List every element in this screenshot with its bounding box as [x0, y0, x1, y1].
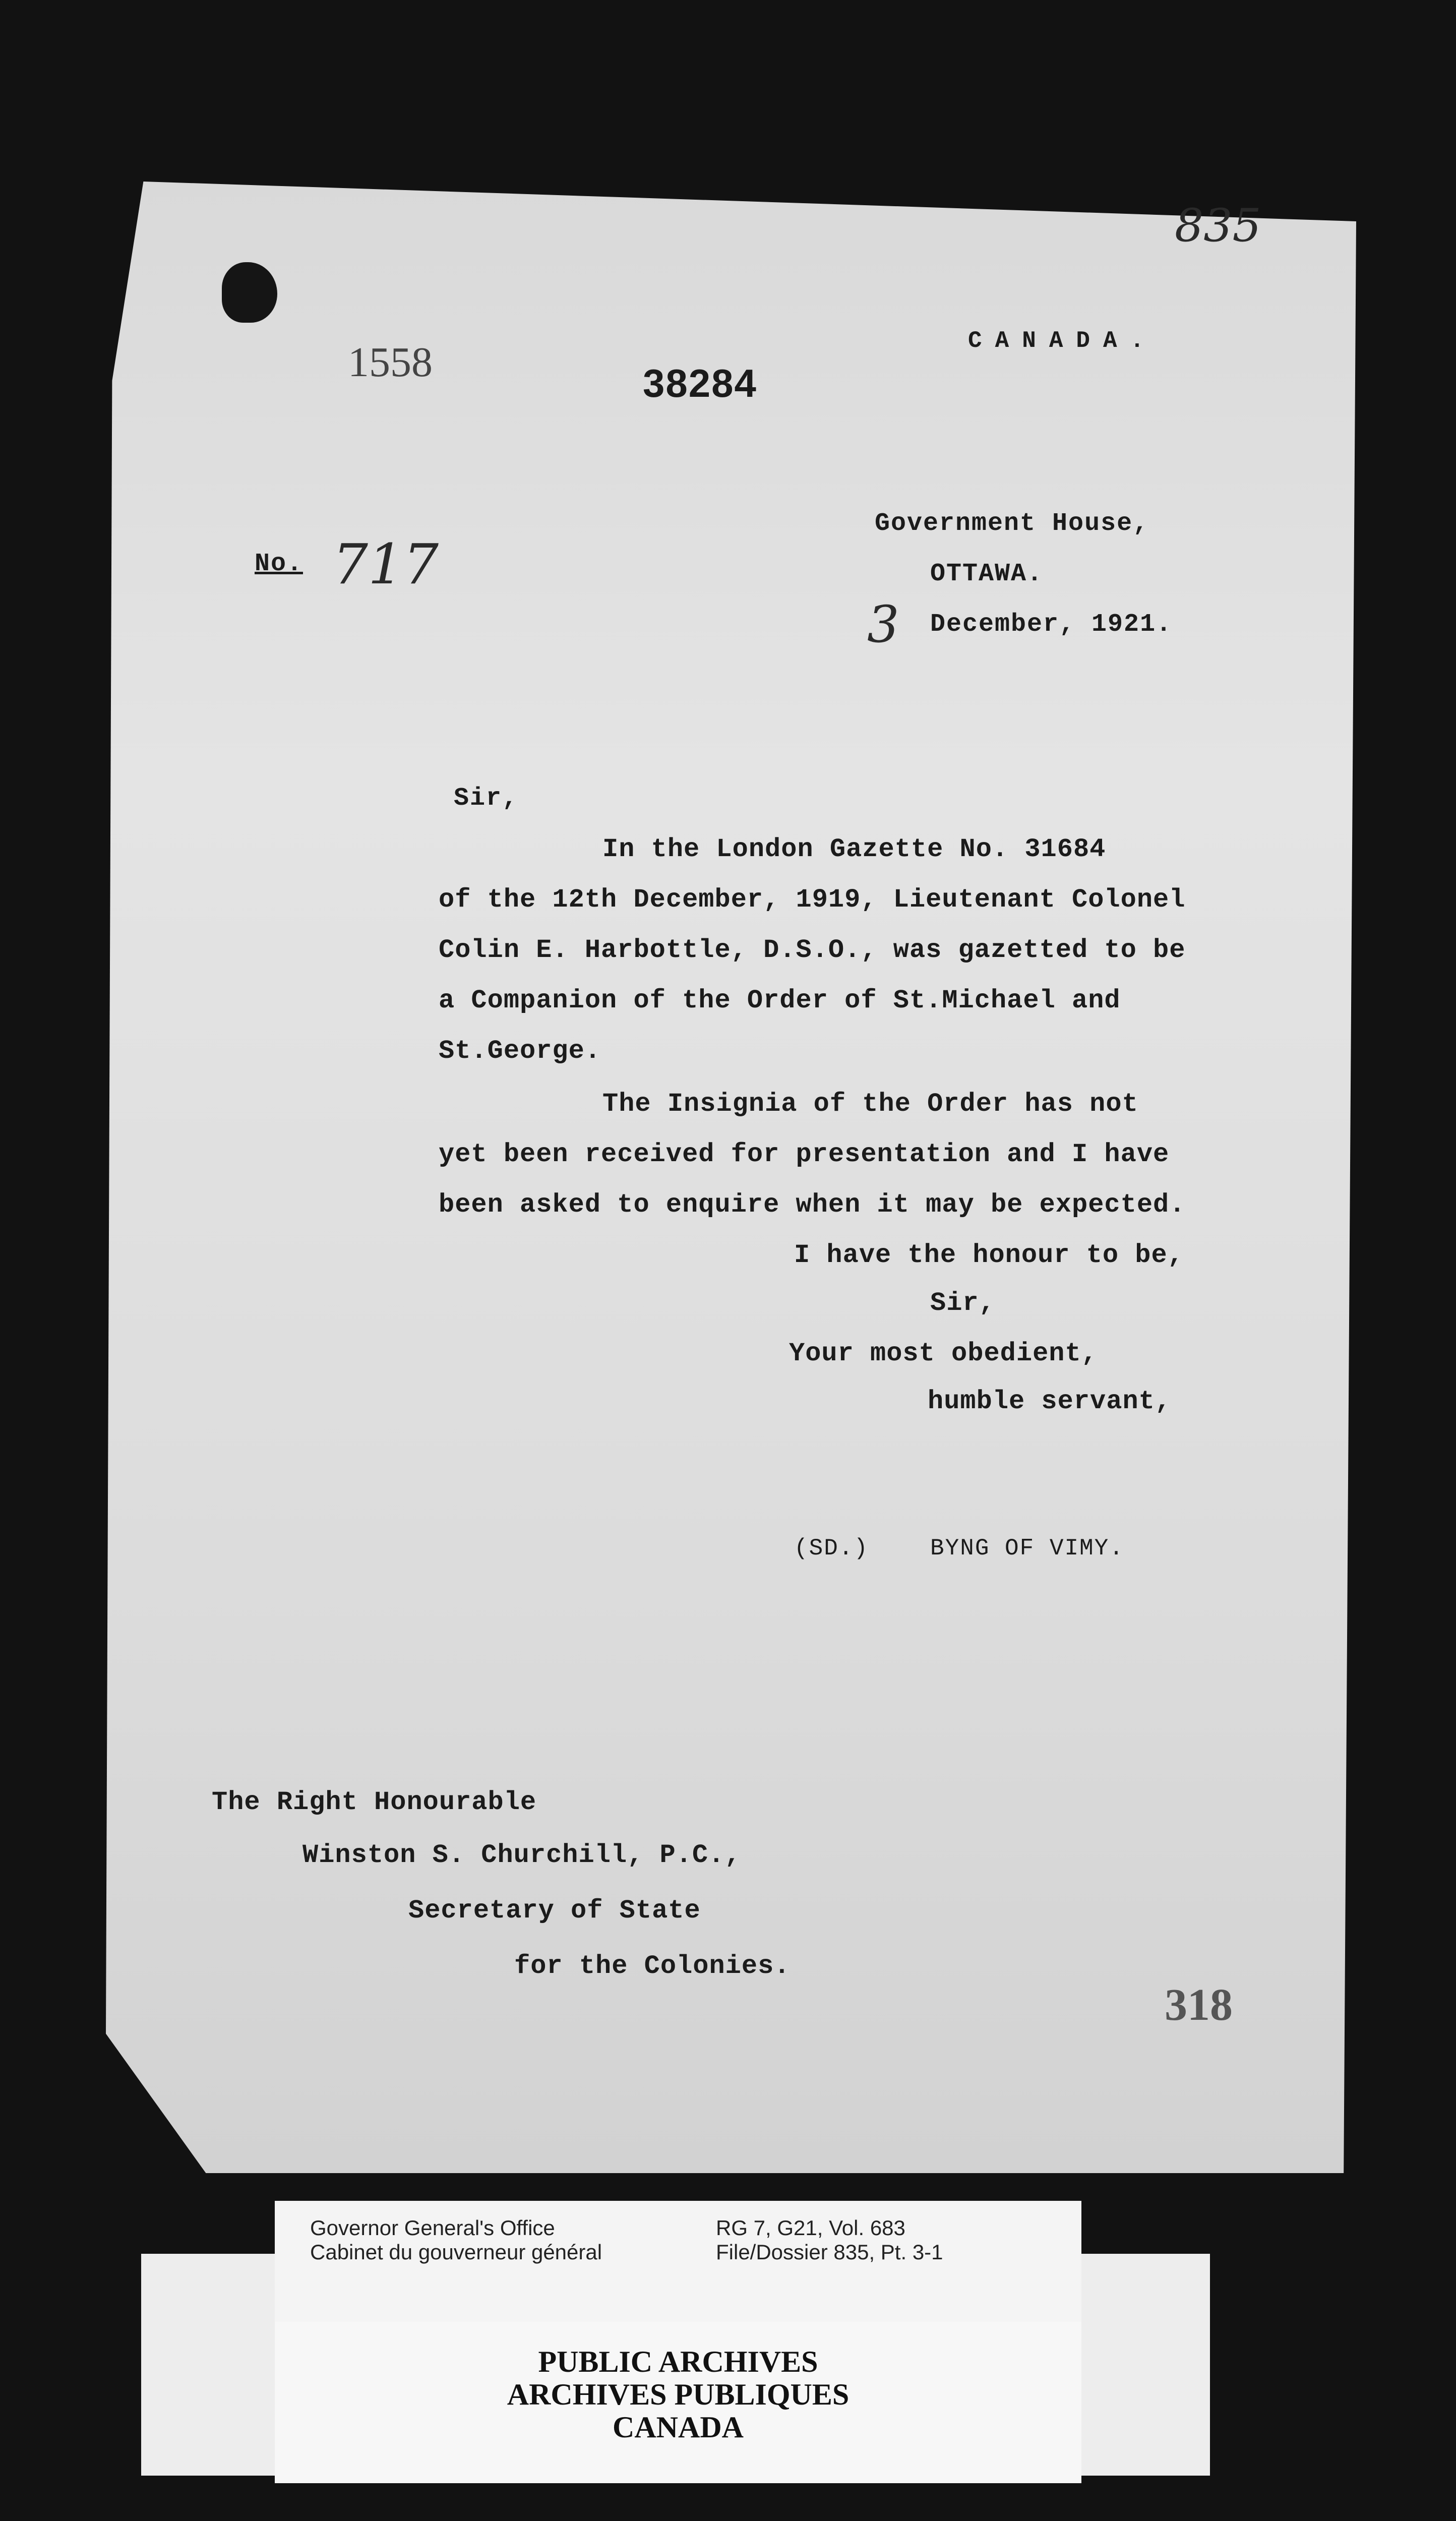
body-line: In the London Gazette No. 31684 — [602, 834, 1106, 864]
archive-stamp — [275, 2322, 1081, 2483]
recipient-line: for the Colonies. — [514, 1951, 791, 1981]
date-line: December, 1921. — [930, 610, 1173, 639]
page-stamp: 318 — [1165, 1980, 1233, 2030]
body-line: The Insignia of the Order has not — [602, 1089, 1138, 1119]
letter-page — [106, 182, 1356, 2173]
closing-line: I have the honour to be, — [794, 1240, 1184, 1270]
archive-stamp-line-3: CANADA — [613, 2411, 744, 2444]
body-line: a Companion of the Order of St.Michael and — [439, 986, 1121, 1015]
office-name-en: Governor General's Office — [310, 2216, 555, 2240]
date-day: 3 — [867, 595, 899, 654]
address-line-1: Government House, — [875, 509, 1149, 538]
recipient-line: The Right Honourable — [212, 1787, 537, 1817]
file-dossier: File/Dossier 835, Pt. 3-1 — [716, 2240, 943, 2264]
salutation: Sir, — [454, 784, 519, 813]
stamp-number-38284: 38284 — [643, 361, 757, 405]
recipient-line: Winston S. Churchill, P.C., — [302, 1840, 741, 1870]
address-line-2: OTTAWA. — [930, 560, 1044, 588]
archive-stamp-line-2: ARCHIVES PUBLIQUES — [507, 2378, 850, 2411]
body-line: of the 12th December, 1919, Lieutenant Colonel — [439, 885, 1186, 915]
archive-stamp-line-1: PUBLIC ARCHIVES — [538, 2345, 818, 2378]
punch-hole — [222, 262, 277, 323]
body-line: been asked to enquire when it may be expected. — [439, 1190, 1186, 1220]
file-reference — [716, 2216, 943, 2264]
recipient-line: Secretary of State — [408, 1896, 701, 1926]
closing-line: Your most obedient, — [789, 1339, 1098, 1368]
signature-name: BYNG OF VIMY. — [930, 1535, 1124, 1562]
body-line: Colin E. Harbottle, D.S.O., was gazetted to be — [439, 935, 1186, 965]
country-heading: CANADA. — [968, 328, 1158, 354]
office-name-fr: Cabinet du gouverneur général — [310, 2240, 602, 2264]
office-name — [310, 2216, 602, 2264]
body-line: St.George. — [439, 1036, 601, 1066]
file-number-value: 717 — [333, 532, 439, 596]
record-group: RG 7, G21, Vol. 683 — [716, 2216, 905, 2240]
archive-reference-label — [275, 2201, 1081, 2322]
closing-line: humble servant, — [928, 1387, 1172, 1416]
file-number-label: No. — [255, 550, 304, 578]
body-line: yet been received for presentation and I have — [439, 1139, 1170, 1169]
closing-line: Sir, — [930, 1288, 995, 1318]
signature-prefix: (SD.) — [794, 1535, 869, 1562]
handwritten-folio: 835 — [1175, 199, 1261, 252]
stamp-number-1558: 1558 — [348, 339, 433, 386]
